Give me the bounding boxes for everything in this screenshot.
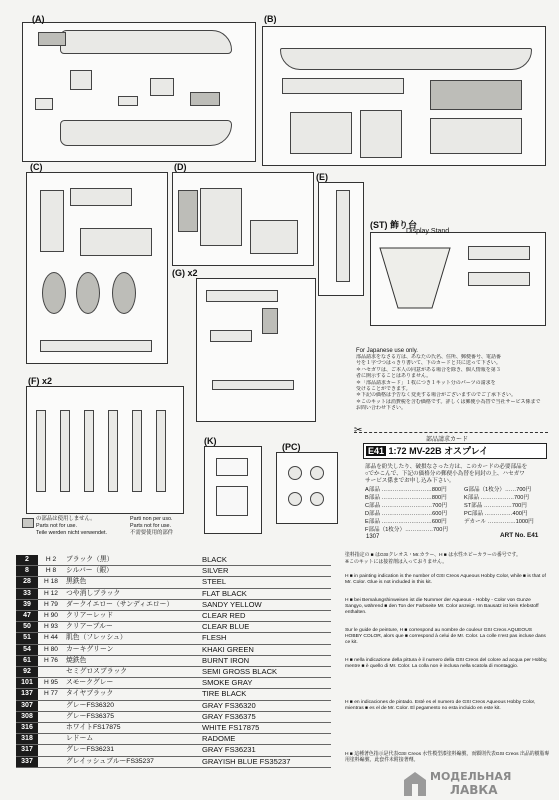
color-row <box>16 689 331 700</box>
poly-cap-2 <box>310 466 324 480</box>
price-right-2: ST部品 ……………700円 <box>464 503 527 509</box>
color-code-cell: 316 <box>16 723 38 734</box>
hobby-color-code-cell <box>38 745 64 756</box>
unused-legend <box>22 516 202 550</box>
rotor-blade-f5 <box>132 410 142 492</box>
color-name-en-cell: RADOME <box>200 734 331 745</box>
color-row <box>16 622 331 633</box>
order-card-header: 部品請求カード <box>426 437 469 443</box>
color-code-cell: 307 <box>16 700 38 711</box>
strip-part-c <box>40 340 152 352</box>
paint-note-jp: 塗料指定の ■ はGSIクレオス・Mr.カラー、H ■ は水性ホビーカラーの番号です。 <box>345 553 521 558</box>
sprue-a-label: (A) <box>32 14 45 24</box>
color-row <box>16 611 331 622</box>
tail-part-2 <box>360 110 402 158</box>
color-name-jp-cell: グレーFS36231 <box>64 745 200 756</box>
fuselage-side-part <box>38 32 66 46</box>
cockpit-part <box>70 70 92 90</box>
color-code-cell: 28 <box>16 577 38 588</box>
sponson-part <box>250 220 298 254</box>
color-name-jp-cell: レドーム <box>64 734 200 745</box>
floor-part <box>40 190 64 252</box>
color-name-jp-cell: ホワイトFS17875 <box>64 723 200 734</box>
hobby-color-code-cell <box>38 667 64 678</box>
fuselage-top-part <box>60 30 232 54</box>
paint-note-es: H ■ en indicaciones de pintado. Esté es el numero de GSI Creos Aqueous Hobby Color, mientras ■ es el de Mr. Color. El pegamento no esta incluido en este kit. <box>345 700 536 712</box>
color-table <box>16 555 331 768</box>
order-card-scale: 1:72 <box>388 446 407 456</box>
color-name-en-cell: WHITE FS17875 <box>200 723 331 734</box>
unused-swatch <box>22 518 34 528</box>
paint-note-it: H ■ nella indicazione della pittura è il numero della GSI Creos del colore ad acqua per Hobby, mentre ■ è quello di Mr. Color. La colla non è inclusa nella scatola di montaggio. <box>345 658 548 670</box>
display-stand-base <box>376 242 454 314</box>
hobby-color-code-cell: H 80 <box>38 644 64 655</box>
paint-note-en: H ■ in painting indication is the number of GSI Creos Aqueous Hobby Color, while ■ is that of Mr. Color. Glue is not included in this kit. <box>345 574 546 586</box>
hobby-color-code-cell <box>38 700 64 711</box>
color-code-cell: 50 <box>16 622 38 633</box>
color-row <box>16 711 331 722</box>
rotor-blade-f4 <box>108 410 118 492</box>
color-name-jp-cell: ダークイエロー（サンディエロー） <box>64 599 200 610</box>
rotor-blade-f1 <box>36 410 46 492</box>
color-name-en-cell: SANDY YELLOW <box>200 599 331 610</box>
tail-part <box>290 112 352 154</box>
price-right-1: K部品 ………………700円 <box>464 495 529 501</box>
color-row <box>16 599 331 610</box>
small-part-a3 <box>118 96 138 106</box>
wheel-part-g <box>262 308 278 334</box>
order-card-title: MV-22B オスプレイ <box>409 446 489 456</box>
sprue-pc-frame <box>276 452 338 524</box>
color-code-cell: 317 <box>16 745 38 756</box>
color-name-en-cell: SMOKE GRAY <box>200 678 331 689</box>
sprue-f-label: (F) x2 <box>28 376 53 386</box>
privacy-line-5: 受けることができます。 <box>356 386 411 393</box>
color-code-cell: 337 <box>16 756 38 767</box>
rotor-blade-f2 <box>60 410 70 492</box>
color-name-en-cell: BURNT IRON <box>200 655 331 666</box>
paint-note-de: H ■ bei Bemalungshinweisen ist die Nummer der Aqueous - Hobby - Color von Gunze Sangyo, während ■ den Ton der Farbseite Mr. Color anzeigt. Im Bausatz ist kein Klebstoff enthalten. <box>345 598 539 616</box>
engine-part-3 <box>112 272 136 314</box>
privacy-note <box>356 348 548 412</box>
sprue-st-sublabel: Display Stand <box>406 228 450 235</box>
hobby-color-code-cell: H 8 <box>38 566 64 577</box>
strut-part-g <box>206 290 278 302</box>
small-part-a2 <box>35 98 53 110</box>
color-name-jp-cell: 焼鉄色 <box>64 655 200 666</box>
hobby-color-code-cell: H 44 <box>38 633 64 644</box>
privacy-line-2: ＊ハセガワは、ご本人の同意がある場合を除き、個人情報を第３ <box>356 366 501 373</box>
color-code-cell: 308 <box>16 711 38 722</box>
color-code-cell: 92 <box>16 667 38 678</box>
poly-cap-3 <box>288 492 302 506</box>
color-code-cell: 54 <box>16 644 38 655</box>
antenna-part <box>212 380 294 390</box>
color-row <box>16 555 331 566</box>
hobby-color-code-cell: H 77 <box>38 689 64 700</box>
unused-note-en1: Parts not for use. <box>36 523 78 529</box>
rotor-blade-f3 <box>84 410 94 492</box>
cut-line <box>354 432 548 433</box>
paint-note-zh: H ■ 這種著色指示是代表GSI Creos 水性模型漆塗料編號，而顆則代表GSI Creos 出品的樹脂專用塗料編號，此套件未附接著劑。 <box>345 752 550 764</box>
color-name-jp-cell: クリアーレッド <box>64 611 200 622</box>
color-name-jp-cell: つや消しブラック <box>64 588 200 599</box>
price-left-2: C部品 ………………………700円 <box>365 503 448 509</box>
order-card-intro-3: サービス係までお申し込み下さい。 <box>365 478 455 484</box>
clear-part-k2 <box>216 486 248 516</box>
privacy-line-0: 部品請求をなさる方は、あなたの氏名、住所、郵便番号、電話番 <box>356 354 502 360</box>
privacy-note-title: For Japanese use only. <box>356 348 418 354</box>
gear-leg-part <box>210 330 252 342</box>
panel-part-c <box>80 228 152 256</box>
hobby-color-code-cell <box>38 756 64 767</box>
hobby-color-code-cell: H 18 <box>38 577 64 588</box>
seat-part <box>150 78 174 96</box>
sprue-k-label: (K) <box>204 436 217 446</box>
sprue-b-label: (B) <box>264 14 277 24</box>
hobby-color-code-cell: H 12 <box>38 588 64 599</box>
hobby-color-code-cell: H 79 <box>38 599 64 610</box>
privacy-line-7: ＊このキットは消費税を含む価格です。詳しくは郵便小為替で当社サービス係まで <box>356 398 541 405</box>
color-name-jp-cell: スモークグレー <box>64 678 200 689</box>
hobby-color-code-cell <box>38 711 64 722</box>
color-name-en-cell: TIRE BLACK <box>200 689 331 700</box>
color-row <box>16 734 331 745</box>
sprue-d-label: (D) <box>174 162 187 172</box>
sprue-g-label: (G) x2 <box>172 268 198 278</box>
color-row <box>16 588 331 599</box>
watermark-line-2: ЛАВКА <box>450 783 498 797</box>
color-name-jp-cell: セミグロスブラック <box>64 667 200 678</box>
privacy-line-6: ＊下記の価格は予告なく変更する場合がございますのでご了承下さい。 <box>356 392 517 399</box>
color-code-cell: 39 <box>16 599 38 610</box>
privacy-line-4: ＊「部品請求カード」１枚につき１キット分のパーツの請求を <box>356 379 496 386</box>
color-row <box>16 745 331 756</box>
sprue-st-label: (ST) 飾り台 <box>370 220 417 230</box>
stand-arm-part <box>468 246 530 260</box>
price-left-0: A部品 ………………………800円 <box>365 487 447 493</box>
hobby-color-code-cell: H 90 <box>38 611 64 622</box>
hobby-color-code-cell <box>38 723 64 734</box>
hobby-color-code-cell: H 76 <box>38 655 64 666</box>
order-card-title-row <box>363 443 547 459</box>
rotor-blade-part <box>336 190 350 282</box>
paint-note-jp-2: ※このキットには接着剤は入っておりません。 <box>345 560 448 565</box>
color-name-en-cell: GRAY FS36375 <box>200 711 331 722</box>
color-name-jp-cell: タイヤブラック <box>64 689 200 700</box>
hobby-color-code-cell: H 93 <box>38 622 64 633</box>
color-name-en-cell: FLESH <box>200 633 331 644</box>
price-right-4: デカール ……………1000円 <box>464 519 534 525</box>
hobby-color-code-cell <box>38 734 64 745</box>
color-name-en-cell: GRAYISH BLUE FS35237 <box>200 756 331 767</box>
color-name-jp-cell: 黒鉄色 <box>64 577 200 588</box>
ramp-part <box>200 188 242 246</box>
order-card-code: E41 <box>368 446 385 456</box>
price-right-0: G部品（1枚分）……700円 <box>464 487 532 493</box>
panel-part <box>430 118 522 154</box>
poly-cap-1 <box>288 466 302 480</box>
order-card-art-no: ART No. E41 <box>500 532 539 539</box>
hobby-color-code-cell: H 2 <box>38 555 64 566</box>
color-name-jp-cell: 肌色（フレッシュ） <box>64 633 200 644</box>
price-left-3: D部品 ………………………600円 <box>365 511 448 517</box>
color-code-cell: 8 <box>16 566 38 577</box>
privacy-line-1: 号を１字づつはっきり書いて、下のカードと共に送って下さい。 <box>356 360 501 367</box>
bulkhead-part <box>70 188 132 206</box>
sprue-pc-label: (PC) <box>282 442 301 452</box>
color-code-cell: 137 <box>16 689 38 700</box>
door-part <box>178 190 198 232</box>
color-code-cell: 61 <box>16 655 38 666</box>
unused-note-fr1: Parti non per uso. <box>130 516 173 522</box>
color-name-en-cell: SEMI GROSS BLACK <box>200 667 331 678</box>
color-name-en-cell: CLEAR RED <box>200 611 331 622</box>
color-code-cell: 101 <box>16 678 38 689</box>
color-name-jp-cell: シルバー（銀） <box>64 566 200 577</box>
color-row <box>16 577 331 588</box>
hobby-color-code-cell: H 95 <box>38 678 64 689</box>
unused-note-fr2: Parts not for use. <box>130 523 172 529</box>
watermark-building-icon <box>404 772 426 796</box>
fuselage-bottom-part <box>60 120 232 146</box>
color-row <box>16 756 331 767</box>
color-code-cell: 47 <box>16 611 38 622</box>
color-name-en-cell: BLACK <box>200 555 331 566</box>
color-name-jp-cell: ブラック（黒） <box>64 555 200 566</box>
color-name-jp-cell: グレーFS36320 <box>64 700 200 711</box>
poly-cap-4 <box>310 492 324 506</box>
color-row <box>16 644 331 655</box>
color-name-en-cell: SILVER <box>200 566 331 577</box>
color-name-en-cell: GRAY FS36231 <box>200 745 331 756</box>
color-row <box>16 655 331 666</box>
color-name-en-cell: FLAT BLACK <box>200 588 331 599</box>
privacy-line-8: お問い合わせ下さい。 <box>356 405 407 412</box>
color-code-cell: 33 <box>16 588 38 599</box>
watermark-logo <box>404 770 554 798</box>
color-name-en-cell: KHAKI GREEN <box>200 644 331 655</box>
order-card-intro-2: ○でかこんで、下記の価格分の郵便小為替を同封の上、ハセガワ <box>365 471 525 477</box>
price-right-3: PC部品 ……………400円 <box>464 511 528 517</box>
price-left-4: E部品 ………………………600円 <box>365 519 447 525</box>
unused-note-jp: の部品は使用しません。 <box>36 516 96 522</box>
unused-note-en2: Teile werden nicht verwendet. <box>36 530 108 536</box>
nacelle-part <box>430 80 522 110</box>
order-card-code-number: 1307 <box>366 534 380 540</box>
color-code-cell: 51 <box>16 633 38 644</box>
scissors-icon: ✂ <box>354 425 363 436</box>
unused-note-jp2: 不需要使用的部件 <box>130 530 174 536</box>
rotor-blade-f6 <box>156 410 166 492</box>
engine-part-2 <box>76 272 100 314</box>
color-name-jp-cell: カーキグリーン <box>64 644 200 655</box>
sprue-e-label: (E) <box>316 172 328 182</box>
color-name-en-cell: CLEAR BLUE <box>200 622 331 633</box>
color-name-jp-cell: クリアーブルー <box>64 622 200 633</box>
watermark-line-1: МОДЕЛЬНАЯ <box>430 770 512 783</box>
small-part-a <box>190 92 220 106</box>
stand-arm-part-2 <box>468 272 530 286</box>
paint-note-fr: Sur le guide de peinture, H ■ correspond au nombre de couleur GSI Creos AQUEOUS HOBBY COLOR, alors que ■ correspond à celui de Mr. Color. La colle n'est pas incluse dans ce kit. <box>345 628 546 646</box>
color-name-en-cell: GRAY FS36320 <box>200 700 331 711</box>
color-row <box>16 723 331 734</box>
price-left-1: B部品 ………………………800円 <box>365 495 447 501</box>
order-card-intro-1: 部品を紛失したり、破損なさった方は、このカードの必要部品を <box>365 464 528 470</box>
color-name-jp-cell: グレーFS36375 <box>64 711 200 722</box>
engine-part-1 <box>42 272 66 314</box>
color-code-cell: 318 <box>16 734 38 745</box>
color-row <box>16 566 331 577</box>
color-row <box>16 700 331 711</box>
color-row <box>16 667 331 678</box>
sprue-c-label: (C) <box>30 162 43 172</box>
clear-part-k <box>216 458 248 476</box>
color-row <box>16 678 331 689</box>
color-code-cell: 2 <box>16 555 38 566</box>
wing-part <box>280 48 532 70</box>
wing-lower-part <box>282 78 404 94</box>
color-name-jp-cell: グレイッシュブルーFS35237 <box>64 756 200 767</box>
color-name-en-cell: STEEL <box>200 577 331 588</box>
color-row <box>16 633 331 644</box>
privacy-line-3: 者に開示することはありません。 <box>356 373 432 380</box>
price-left-5: F部品（1枚分）……………700円 <box>365 527 448 533</box>
